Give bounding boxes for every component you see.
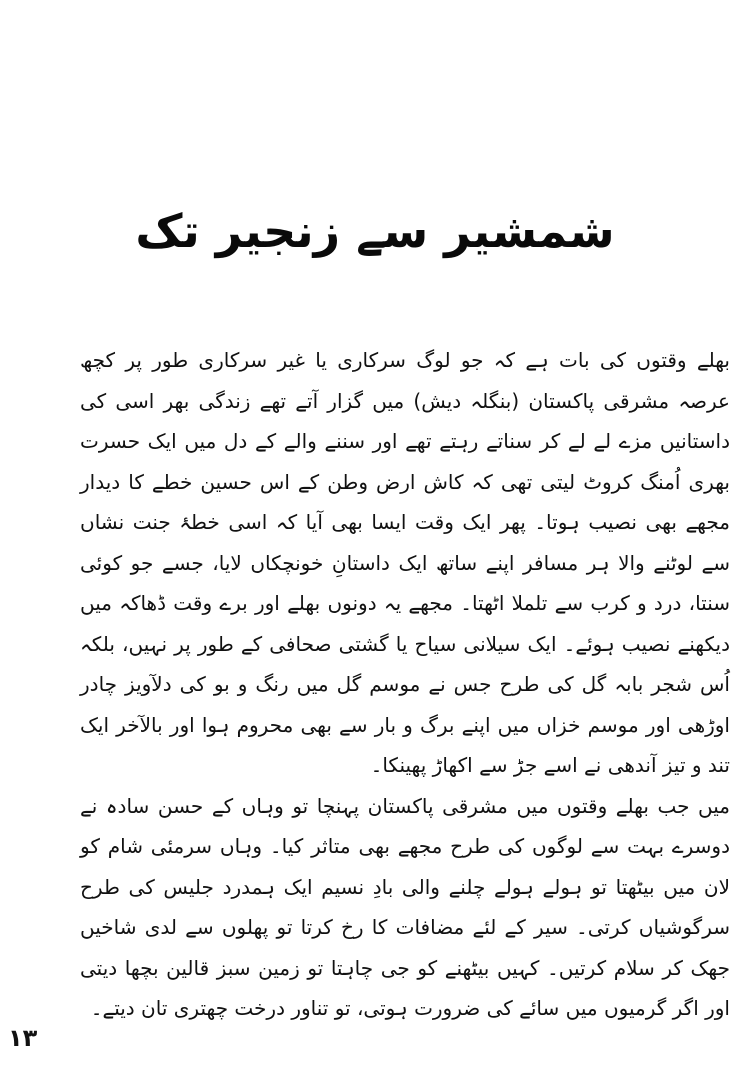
paragraph-2: میں جب بھلے وقتوں میں مشرقی پاکستان پہنچا تو وہاں کے حسن سادہ نے دوسرے بہت سے لوگوں کی طرح مجھے بھی متاثر کیا۔ وہاں سرمئی شام کو لان میں بیٹھتا تو ہولے ہولے چلنے والی بادِ نسیم ایک ہمدرد جلیس کی طرح سرگوشیاں کرتی۔ سیر کے لئے مضافات کا رخ کرتا تو پھلوں سے لدی شاخیں جھک کر سلام کرتیں۔ کہیں بیٹھنے کو جی چاہتا تو زمین سبز قالین بچھا دیتی اور اگر گرمیوں میں سائے کی ضرورت ہوتی، تو تناور درخت چھتری تان دیتے۔ bbox=[80, 793, 730, 1020]
body-text bbox=[80, 340, 730, 1029]
page-number: ۱۳ bbox=[8, 1024, 38, 1052]
paragraph-1: بھلے وقتوں کی بات ہے کہ جو لوگ سرکاری یا غیر سرکاری طور پر کچھ عرصہ مشرقی پاکستان (بنگلہ دیش) میں گزار آتے تھے زندگی بھر اسی کی داستانیں مزے لے لے کر سناتے رہتے تھے اور سننے والے کے دل میں ایک حسرت بھری اُمنگ کروٹ لیتی تھی کہ کاش ارض وطن کے اس حسین خطے کا دیدار مجھے بھی نصیب ہوتا۔ پھر ایک وقت ایسا بھی آیا کہ اسی خطۂ جنت نشاں سے لوٹنے والا ہر مسافر اپنے ساتھ ایک داستانِ خونچکاں لایا، جسے جو کوئی سنتا، درد و کرب سے تلملا اٹھتا۔ مجھے یہ دونوں بھلے اور برے وقت ڈھاکہ میں دیکھنے نصیب ہوئے۔ ایک سیلانی سیاح یا گشتی صحافی کے طور پر نہیں، بلکہ اُس شجر بابہ گل کی طرح جس نے موسم گل میں رنگ و بو کی دلآویز چادر اوڑھی اور موسم خزاں میں اپنے برگ و بار سے بھی محروم ہوا اور بالآخر ایک تند و تیز آندھی نے اسے جڑ سے اکھاڑ پھینکا۔ bbox=[80, 348, 730, 777]
chapter-title: شمشیر سے زنجیر تک bbox=[135, 204, 615, 258]
